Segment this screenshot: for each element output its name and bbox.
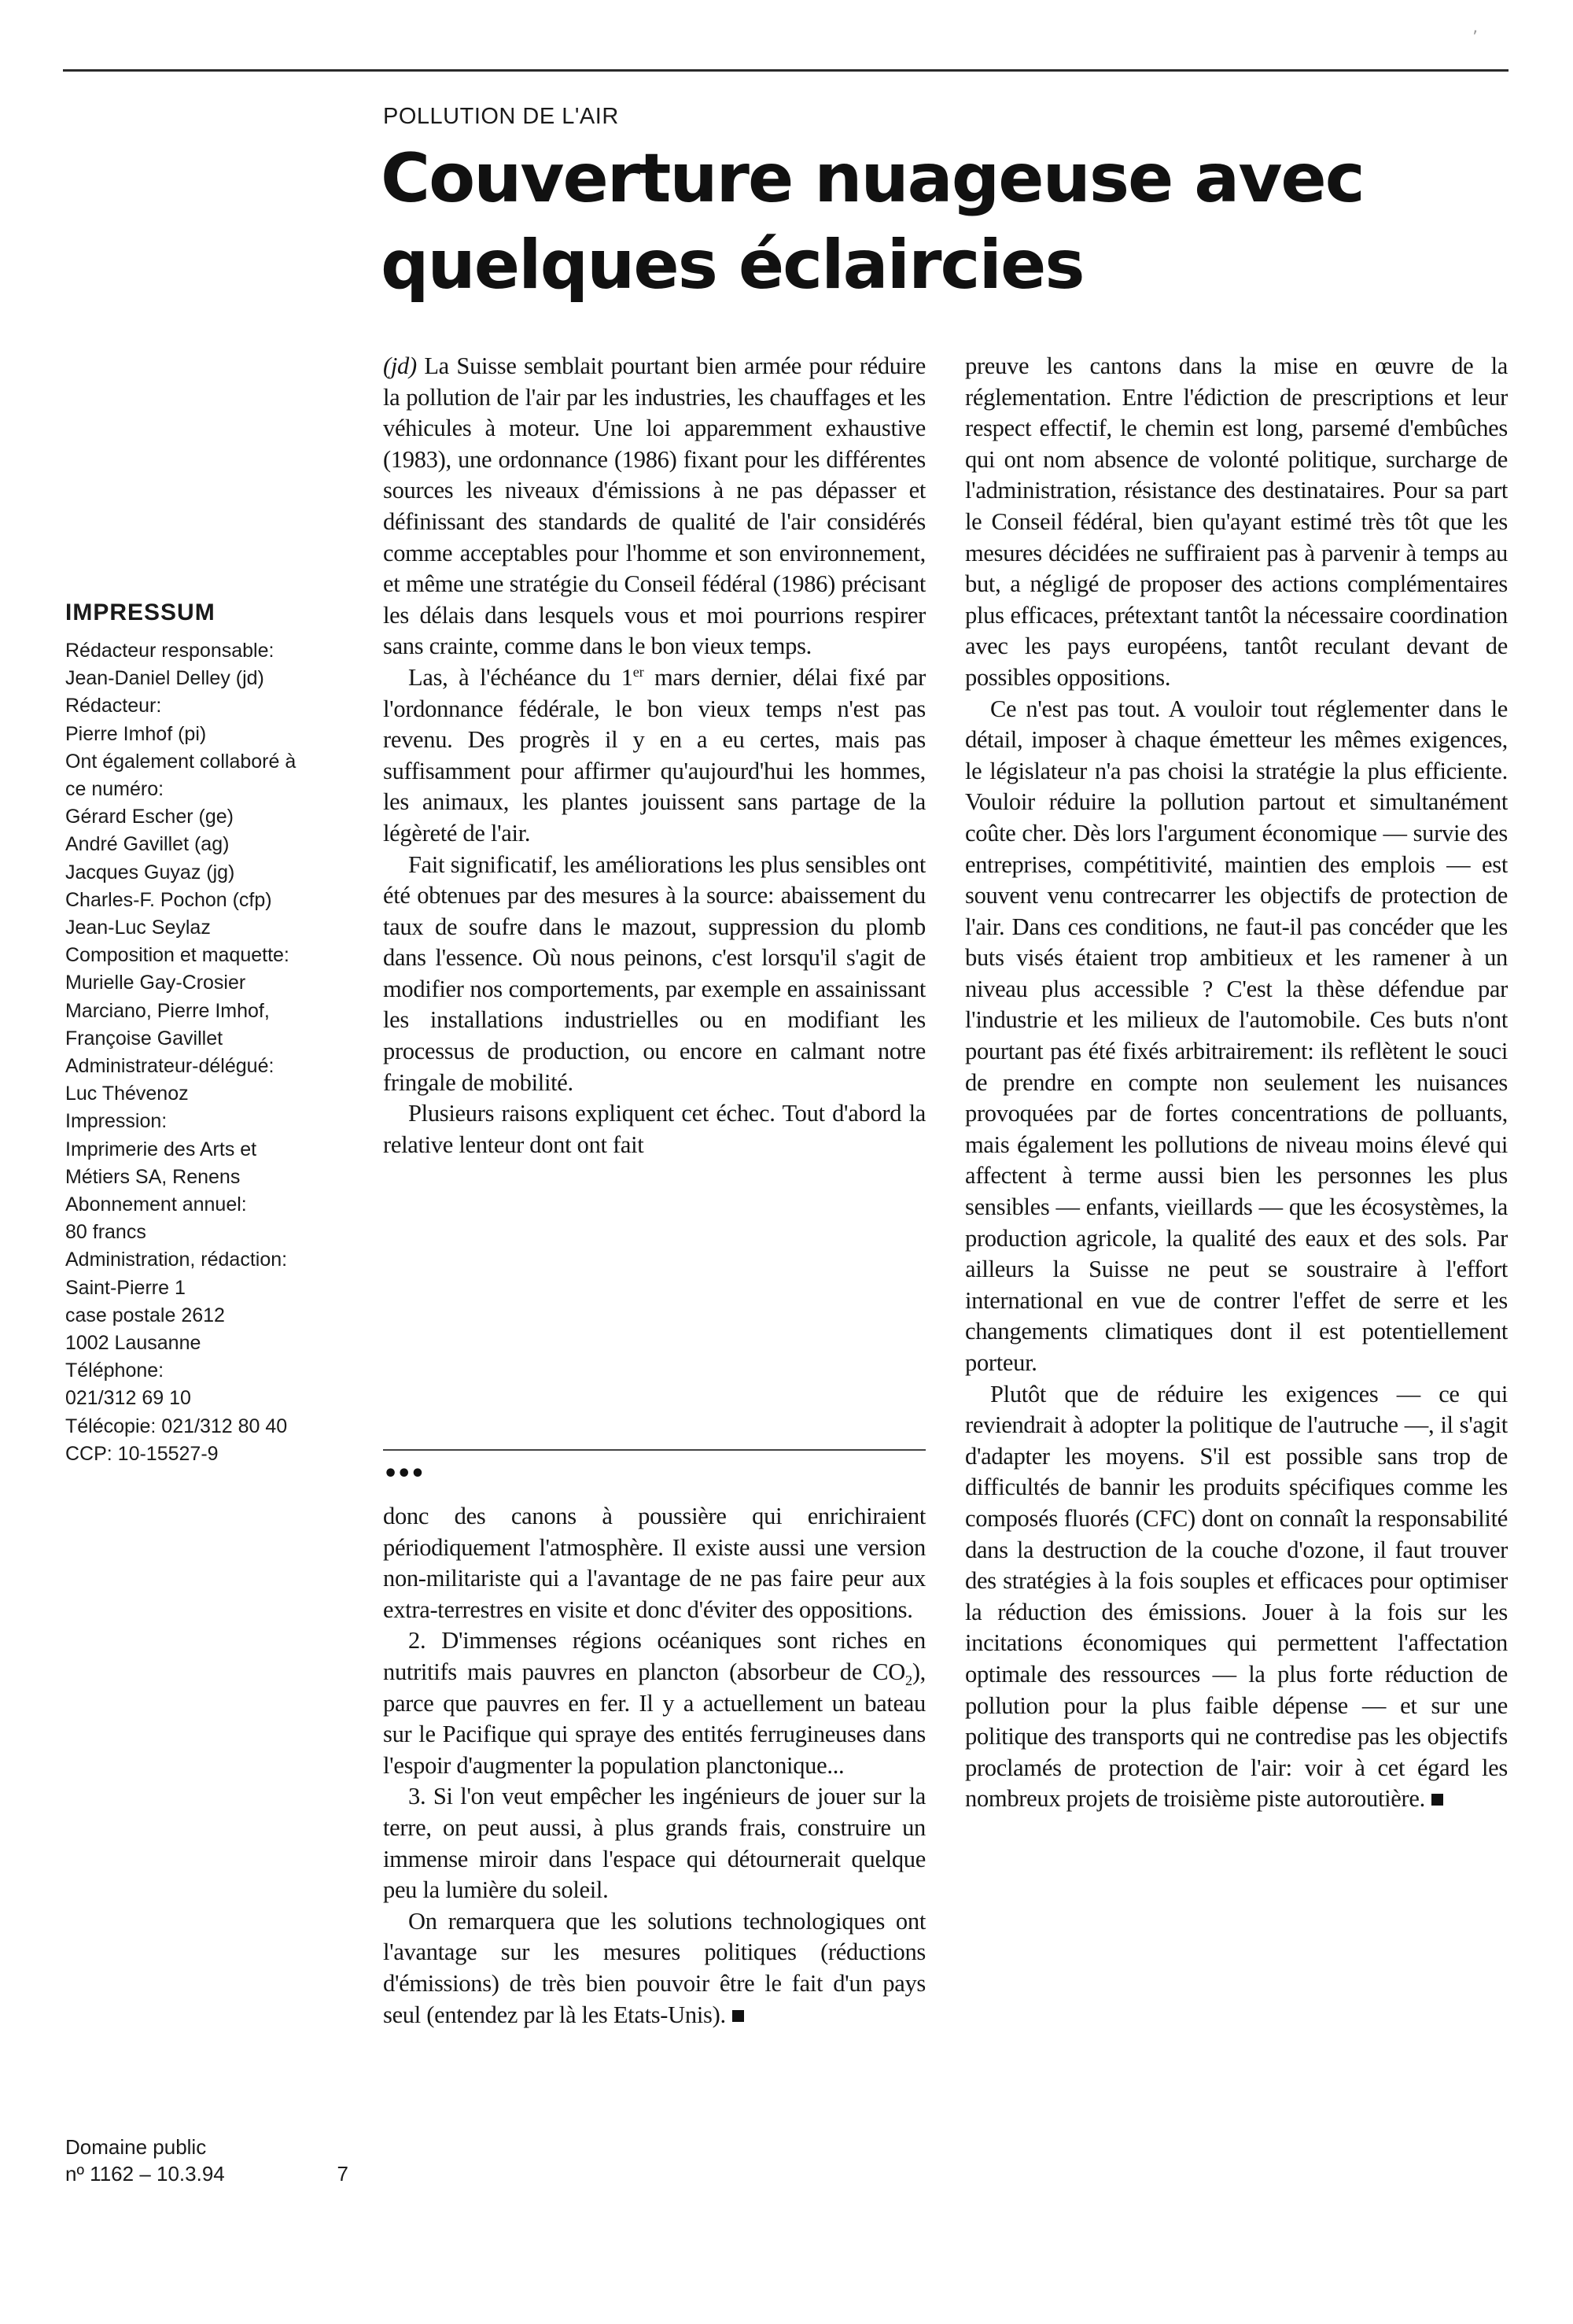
- continued-article-column: [383, 1501, 926, 2031]
- article-column-1: [383, 351, 926, 1160]
- article-paragraph: preuve les cantons dans la mise en œuvre de la réglementation. Entre l'édiction de prescriptions et leur respect effectif, le chemin est long, parsemé d'embûches qui ont nom absence de volonté politique, surcharge de l'administration, résistance des destinataires. Pour sa part le Conseil fédéral, bien qu'ayant estimé très tôt que les mesures décidées ne suffiraient pas à parvenir à temps au but, a négligé de proposer des actions complémentaires plus efficaces, prétextant tantôt la nécessaire coordination avec les pays européens, tantôt reculant devant de possibles oppositions.: [965, 352, 1508, 691]
- end-of-article-square: [1431, 1794, 1443, 1806]
- continued-paragraph: [383, 1625, 926, 1781]
- paragraph-text: ), parce que pauvres en fer. Il y a actuellement un bateau sur le Pacifique qui spraye des entités ferrugineuses dans l'espoir d'augmenter la population planctonique...: [383, 1658, 926, 1779]
- impressum-line: Jacques Guyaz (jg): [65, 861, 235, 883]
- impressum-line: Jean-Luc Seylaz: [65, 917, 211, 939]
- paragraph-text: On remarquera que les solutions technologiques ont l'avantage sur les mesures politiques (réductions d'émissions) de très bien pouvoir être le fait d'un pays seul (entendez par là les Etats-Unis).: [383, 1907, 926, 2028]
- page-number: 7: [337, 2162, 348, 2186]
- impressum-line: 021/312 69 10: [65, 1387, 191, 1410]
- impressum-line: Administrateur-délégué:: [65, 1055, 274, 1078]
- impressum-line: Luc Thévenoz: [65, 1083, 189, 1105]
- impressum-line: Ont également collaboré à: [65, 750, 297, 773]
- article-paragraph: Plusieurs raisons expliquent cet échec. Tout d'abord la relative lenteur dont ont fait: [383, 1100, 926, 1158]
- subscript: 2: [904, 1673, 912, 1689]
- issue-info: nº 1162 – 10.3.94: [65, 2162, 225, 2186]
- impressum-line: CCP: 10-15527-9: [65, 1442, 219, 1465]
- article-paragraph: [383, 662, 926, 850]
- article-paragraph: Fait significatif, les améliorations les plus sensibles ont été obtenues par des mesures à la source: abaissement du taux de soufre dans le mazout, suppression du plomb dans l'essence. Où nous peinons, c'est lorsqu'il s'agit de modifier nos comportements, par exemple en assainissant les installations industrielles ou en modifiant les processus de production, ou encore en calmant notre fringale de mobilité.: [383, 850, 926, 1096]
- article-paragraph: Ce n'est pas tout. A vouloir tout réglementer dans le détail, imposer à chaque émetteur les mêmes exigences, le législateur n'a pas choisi la stratégie la plus efficiente. Vouloir réduire la pollution partout et simultanément coûte cher. Dès lors l'argument économique — survie des entreprises, compétitivité, maintien des emplois — est souvent venu contrecarrer les objectifs de protection de l'air. Dans ces conditions, ne faut-il pas concéder que les buts visés étaient trop ambitieux et les ramener à un niveau plus accessible ? C'est la thèse défendue par l'industrie et les milieux de l'automobile. Ces buts n'ont pourtant pas été fixés arbitrairement: ils reflètent le souci de prendre en compte non seulement les nuisances provoquées par de fortes concentrations de polluants, mais également les pollutions de niveau moins élevé qui affectent à terme aussi bien les personnes les plus sensibles — enfants, vieillards — que les écosystèmes, la production agricole, la qualité des eaux et des sols. Par ailleurs la Suisse ne peut se soustraire à l'effort international en vue de contrer l'effet de serre et les changements climatiques dont il est potentiellement porteur.: [965, 695, 1508, 1376]
- continuation-marker: •••: [383, 1460, 424, 1488]
- impressum-line: Charles-F. Pochon (cfp): [65, 888, 272, 911]
- column-divider-rule: [383, 1449, 926, 1451]
- continued-paragraph: 3. Si l'on veut empêcher les ingénieurs de jouer sur la terre, on peut aussi, à plus grands frais, construire un immense miroir dans l'espace qui détournerait quelque peu la lumière du soleil.: [383, 1783, 926, 1904]
- impressum-lines: [65, 637, 341, 1468]
- headline-line-2: quelques éclaircies: [381, 226, 1084, 304]
- impressum-line: Pierre Imhof (pi): [65, 722, 207, 745]
- top-rule: [63, 69, 1509, 72]
- impressum-title: IMPRESSUM: [65, 599, 216, 625]
- impressum-line: Jean-Daniel Delley (jd): [65, 667, 264, 690]
- publication-name: Domaine public: [65, 2135, 207, 2159]
- impressum-line: Téléphone:: [65, 1359, 164, 1382]
- byline: (jd): [383, 352, 417, 379]
- paragraph-text: 2. D'immenses régions océaniques sont riches en nutritifs mais pauvres en plancton (absorbeur de CO: [383, 1627, 926, 1685]
- section-kicker: POLLUTION DE L'AIR: [383, 104, 619, 129]
- article-column-2: [965, 351, 1508, 1815]
- impressum-line: 1002 Lausanne: [65, 1332, 201, 1355]
- impressum-line: Marciano, Pierre Imhof,: [65, 999, 270, 1022]
- article-paragraph: [383, 351, 926, 662]
- impressum-line: case postale 2612: [65, 1304, 225, 1326]
- ordinal-superscript: er: [632, 663, 644, 680]
- impressum-line: Rédacteur responsable:: [65, 640, 274, 662]
- impressum-line: Métiers SA, Renens: [65, 1165, 241, 1188]
- paragraph-text: mars dernier, délai fixé par l'ordonnance fédérale, le bon vieux temps n'est pas revenu. Des progrès il y en a eu certes, mais pas suffisamment pour affirmer qu'aujourd'hui les hommes, les animaux, les plantes jouissent sans partage de la légèreté de l'air.: [383, 663, 926, 847]
- impressum-line: André Gavillet (ag): [65, 833, 230, 856]
- impressum-line: Françoise Gavillet: [65, 1027, 223, 1049]
- impressum-line: Composition et maquette:: [65, 944, 289, 967]
- paragraph-text: Las, à l'échéance du 1: [408, 663, 633, 691]
- impressum-line: Impression:: [65, 1110, 168, 1133]
- impressum: [65, 599, 341, 1468]
- footer: [65, 2134, 348, 2187]
- impressum-line: 80 francs: [65, 1221, 146, 1244]
- headline-line-1: Couverture nuageuse avec: [381, 139, 1364, 218]
- impressum-line: Saint-Pierre 1: [65, 1276, 186, 1299]
- continued-paragraph: donc des canons à poussière qui enrichiraient périodiquement l'atmosphère. Il existe aussi une version non-militariste qui a l'avantage de ne pas faire peur aux extra-terrestres en visite et donc d'éviter des oppositions.: [383, 1503, 926, 1623]
- impressum-line: ce numéro:: [65, 778, 164, 801]
- headline: [381, 135, 1497, 308]
- end-of-article-square: [732, 2010, 744, 2022]
- impressum-line: Murielle Gay-Crosier: [65, 972, 246, 994]
- article-paragraph: [965, 1379, 1508, 1815]
- paragraph-text: La Suisse semblait pourtant bien armée pour réduire la pollution de l'air par les industries, les chauffages et les véhicules à moteur. Une loi apparemment exhaustive (1983), une ordonnance (1986) fixant pour les différentes sources les niveaux d'émissions à ne pas dépasser et définissant des standards de qualité de l'air considérés comme acceptables pour l'homme et son environnement, et même une stratégie du Conseil fédéral (1986) précisant les délais dans lesquels vous et moi pourrions respirer sans crainte, comme dans le bon vieux temps.: [383, 352, 926, 660]
- impressum-line: Administration, rédaction:: [65, 1249, 288, 1271]
- impressum-line: Rédacteur:: [65, 695, 162, 717]
- continued-paragraph: [383, 1906, 926, 2031]
- impressum-line: Imprimerie des Arts et: [65, 1138, 257, 1160]
- impressum-line: Abonnement annuel:: [65, 1193, 247, 1216]
- corner-mark: ’: [1472, 28, 1478, 48]
- paragraph-text: Plutôt que de réduire les exigences — ce qui reviendrait à adopter la politique de l'autruche —, il s'agit d'adapter les moyens. S'il est possible sans trop de difficultés de bannir les produits spécifiques comme les composés fluorés (CFC) dont on connaît la responsabilité dans la destruction de la couche d'ozone, il faut trouver des stratégies à la fois souples et efficaces pour optimiser la réduction des émissions. Jouer à la fois sur les incitations économiques qui permettent l'affectation optimale des ressources — la plus forte réduction de pollution pour la plus faible dépense — et sur une politique des transports qui ne contredise pas les objectifs proclamés de protection de l'air: voir à cet égard les nombreux projets de troisième piste autoroutière.: [965, 1380, 1508, 1813]
- impressum-line: Gérard Escher (ge): [65, 806, 234, 828]
- impressum-line: Télécopie: 021/312 80 40: [65, 1415, 288, 1437]
